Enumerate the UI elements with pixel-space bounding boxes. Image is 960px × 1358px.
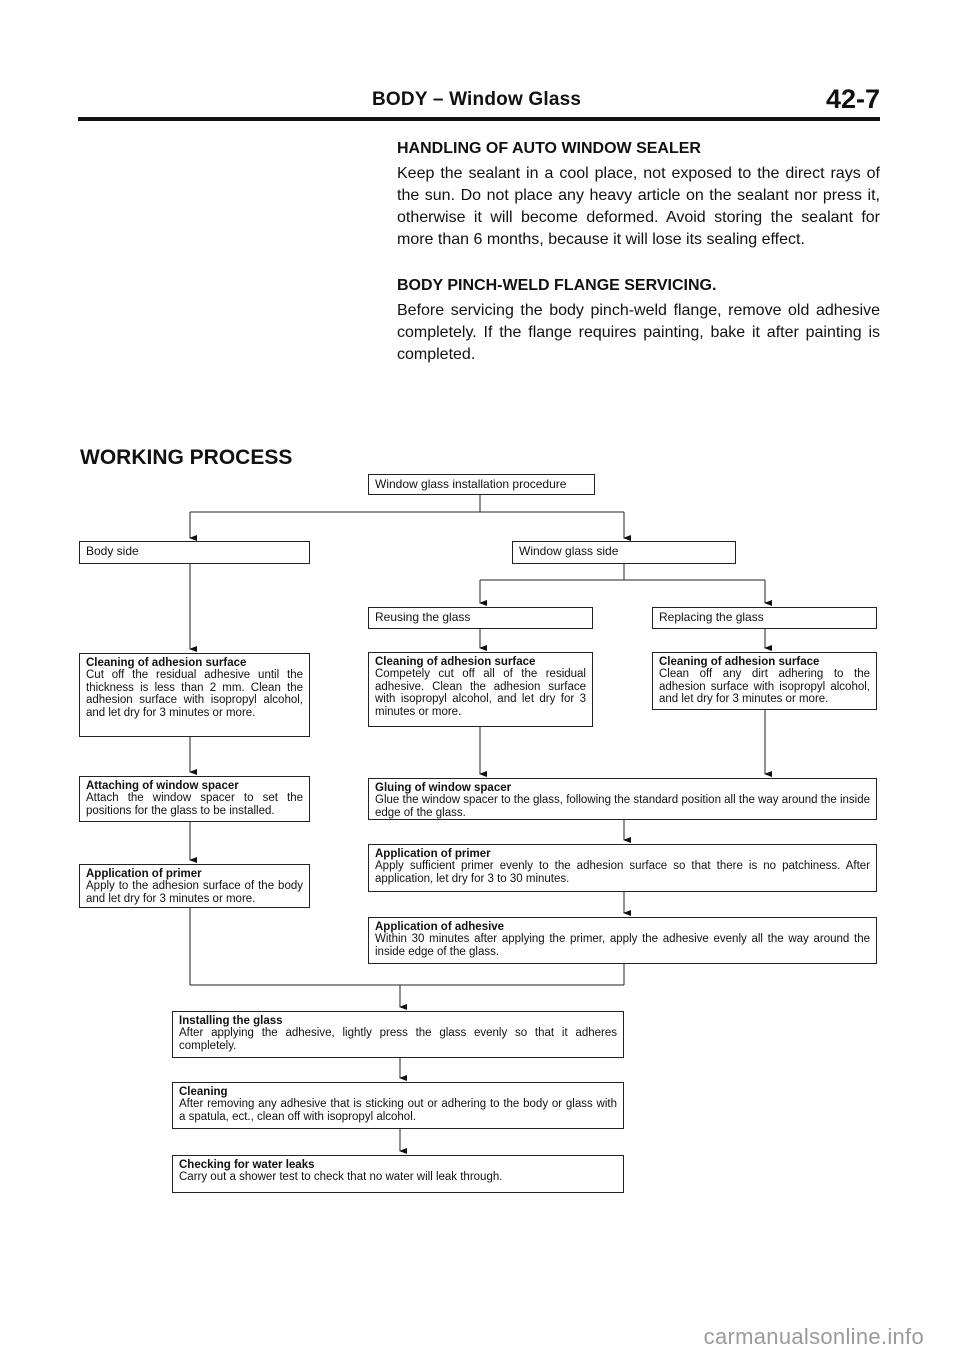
page-header-title: BODY – Window Glass	[372, 89, 582, 110]
body-step-primer-title: Application of primer	[86, 868, 202, 880]
replacing-step-cleaning	[652, 652, 877, 710]
body-step-primer	[79, 864, 310, 908]
final-step-installing-text: After applying the adhesive, lightly press the glass evenly so that it adheres completely.	[179, 1027, 617, 1052]
replacing-label: Replacing the glass	[659, 610, 764, 624]
replacing-step-title: Cleaning of adhesion surface	[659, 656, 820, 668]
reusing-box	[368, 607, 593, 629]
glass-step-gluing-spacer	[368, 778, 877, 820]
working-process-title: WORKING PROCESS	[80, 446, 293, 469]
glass-step-gluing-text: Glue the window spacer to the glass, following the standard position all the way around the inside edge of the glass.	[375, 794, 870, 819]
replacing-step-text: Clean off any dirt adhering to the adhesion surface with isopropyl alcohol, and let dry for 3 minutes or more.	[659, 668, 870, 706]
body-step-spacer	[79, 776, 310, 822]
glass-step-adhesive-title: Application of adhesive	[375, 921, 505, 933]
section-body-handling: Keep the sealant in a cool place, not exposed to the direct rays of the sun. Do not place any heavy article on the sealant nor press it, otherwise it will become deformed. Avoid storing the sealant for more than 6 months, because it will lose its sealing effect.	[397, 165, 880, 248]
glass-step-gluing-title: Gluing of window spacer	[375, 782, 512, 794]
flow-root-label: Window glass installation procedure	[375, 477, 567, 491]
glass-step-adhesive-text: Within 30 minutes after applying the primer, apply the adhesive evenly all the way around the inside edge of the glass.	[375, 933, 870, 958]
glass-step-primer	[368, 844, 877, 892]
reusing-label: Reusing the glass	[375, 610, 471, 624]
glass-side-label: Window glass side	[519, 544, 619, 558]
final-step-water-leaks	[172, 1155, 624, 1193]
section-title-handling: HANDLING OF AUTO WINDOW SEALER	[397, 140, 701, 157]
final-step-cleaning-title: Cleaning	[179, 1086, 228, 1098]
flow-root-box	[368, 474, 595, 495]
replacing-box	[652, 607, 877, 629]
final-step-cleaning-text: After removing any adhesive that is sticking out or adhering to the body or glass with a spatula, ect., clean off with isopropyl alcohol.	[179, 1098, 617, 1123]
body-step-primer-text: Apply to the adhesion surface of the body and let dry for 3 minutes or more.	[86, 880, 303, 905]
final-step-installing-title: Installing the glass	[179, 1015, 283, 1027]
body-step-spacer-text: Attach the window spacer to set the positions for the glass to be installed.	[86, 792, 303, 817]
final-step-water-title: Checking for water leaks	[179, 1159, 315, 1171]
body-side-label: Body side	[86, 544, 139, 558]
glass-side-box	[512, 541, 736, 564]
section-body-pinch-weld: Before servicing the body pinch-weld flange, remove old adhesive completely. If the flange requires painting, bake it after painting is completed.	[397, 302, 880, 363]
final-step-cleaning	[172, 1082, 624, 1129]
glass-step-adhesive	[368, 917, 877, 964]
glass-step-primer-text: Apply sufficient primer evenly to the adhesion surface so that there is no patchiness. After application, let dry for 3 to 30 minutes.	[375, 860, 870, 885]
reusing-step-text: Competely cut off all of the residual adhesive. Clean the adhesion surface with isopropyl alcohol, and let dry for 3 minutes or more.	[375, 668, 586, 718]
section-title-pinch-weld: BODY PINCH-WELD FLANGE SERVICING.	[397, 277, 717, 294]
body-side-box	[79, 541, 310, 564]
body-step-cleaning	[79, 653, 310, 737]
body-step-cleaning-title: Cleaning of adhesion surface	[86, 657, 247, 669]
glass-step-primer-title: Application of primer	[375, 848, 491, 860]
body-step-cleaning-text: Cut off the residual adhesive until the thickness is less than 2 mm. Clean the adhesion surface with isopropyl alcohol, and let dry for 3 minutes or more.	[86, 669, 303, 719]
watermark-text: carmanualsonline.info	[703, 1324, 924, 1349]
body-step-spacer-title: Attaching of window spacer	[86, 780, 239, 792]
reusing-step-cleaning	[368, 652, 593, 727]
page-number: 42-7	[826, 84, 881, 114]
final-step-installing	[172, 1011, 624, 1058]
reusing-step-title: Cleaning of adhesion surface	[375, 656, 536, 668]
final-step-water-text: Carry out a shower test to check that no water will leak through.	[179, 1171, 503, 1184]
